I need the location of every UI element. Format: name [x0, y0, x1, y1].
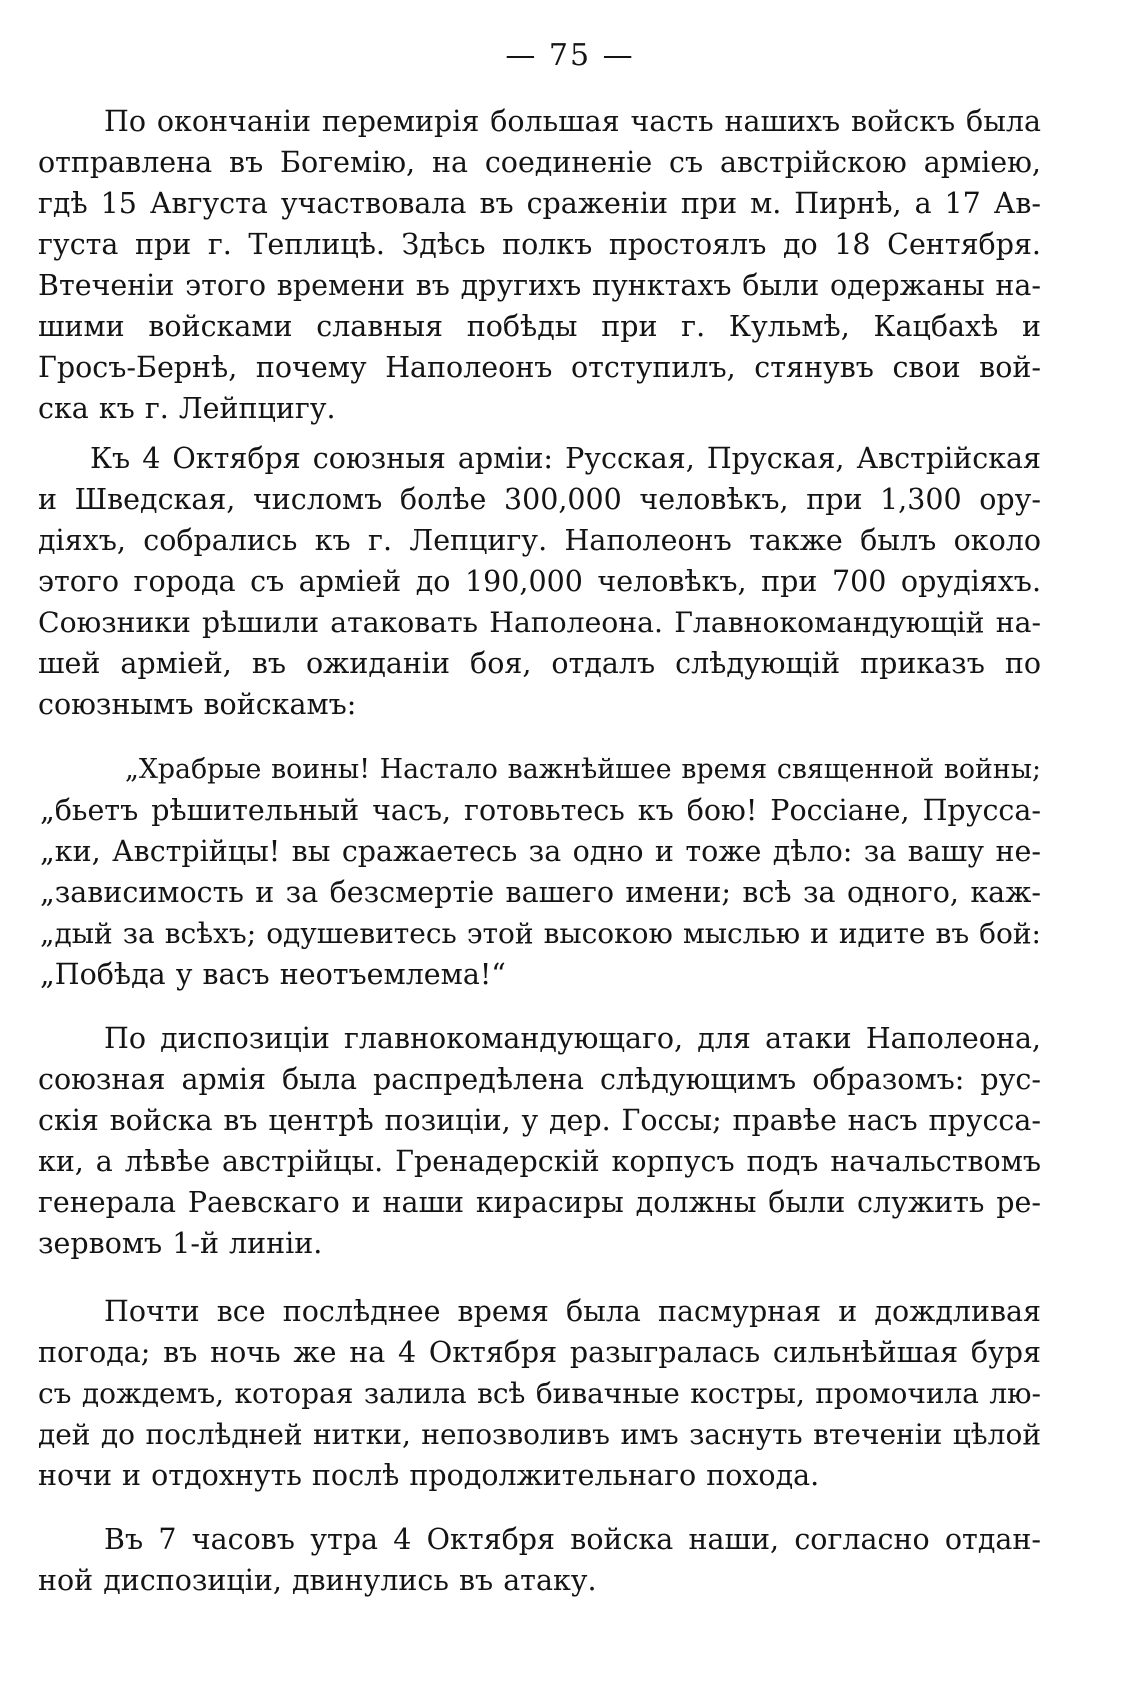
- text-line: союзнымъ войскамъ:: [38, 688, 357, 721]
- text-line: ной диспозиціи, двинулись въ атаку.: [38, 1564, 597, 1597]
- text-line: и Шведская, числомъ болѣе 300,000 человѣкъ, при 1,300 ору-: [38, 483, 1041, 516]
- text-line: Гросъ-Бернѣ, почему Наполеонъ отступилъ, стянувъ свои вой-: [38, 351, 1041, 384]
- text-line: Союзники рѣшили атаковать Наполеона. Главнокомандующій на-: [38, 606, 1041, 639]
- text-line: „бьетъ рѣшительный часъ, готовьтесь къ бою! Россіане, Прусса-: [40, 794, 1041, 827]
- text-line: По диспозиціи главнокомандующаго, для атаки Наполеона,: [104, 1022, 1041, 1055]
- text-line: шими войсками славныя побѣды при г. Кульмѣ, Кацбахѣ и: [38, 310, 1041, 343]
- text-line: ночи и отдохнуть послѣ продолжительнаго похода.: [38, 1459, 820, 1492]
- text-line: Къ 4 Октября союзныя арміи: Русская, Пруская, Австрійская: [90, 442, 1041, 475]
- text-line: гдѣ 15 Августа участвовала въ сраженіи при м. Пирнѣ, а 17 Ав-: [38, 187, 1041, 220]
- text-line: Почти все послѣднее время была пасмурная и дождливая: [104, 1295, 1041, 1328]
- text-line: съ дождемъ, которая залила всѣ бивачные костры, промочила лю-: [38, 1377, 1041, 1410]
- page-number: — 75 —: [505, 38, 635, 73]
- text-line: погода; въ ночь же на 4 Октября разыгралась сильнѣйшая буря: [38, 1336, 1041, 1369]
- text-line: густа при г. Теплицѣ. Здѣсь полкъ простоялъ до 18 Сентября.: [38, 228, 1041, 261]
- text-line: „дый за всѣхъ; одушевитесь этой высокою мыслью и идите въ бой:: [40, 917, 1041, 950]
- text-line: Въ 7 часовъ утра 4 Октября войска наши, согласно отдан-: [104, 1523, 1041, 1556]
- text-line: „зависимость и за безсмертіе вашего имени; всѣ за одного, каж-: [40, 876, 1041, 909]
- text-line: „Побѣда у васъ неотъемлема!“: [40, 958, 506, 991]
- text-line: Втеченіи этого времени въ другихъ пунктахъ были одержаны на-: [38, 269, 1041, 302]
- text-line: діяхъ, собрались къ г. Лепцигу. Наполеонъ также былъ около: [38, 524, 1041, 557]
- text-line: „ки, Австрійцы! вы сражаетесь за одно и тоже дѣло: за вашу не-: [40, 835, 1041, 868]
- text-line: союзная армія была распредѣлена слѣдующимъ образомъ: рус-: [38, 1063, 1041, 1096]
- text-line: отправлена въ Богемію, на соединеніе съ австрійскою арміею,: [38, 146, 1041, 179]
- text-line: По окончаніи перемирія большая часть нашихъ войскъ была: [104, 105, 1041, 138]
- text-line: скія войска въ центрѣ позиціи, у дер. Госсы; правѣе насъ прусса-: [38, 1104, 1041, 1137]
- text-line: этого города съ арміей до 190,000 человѣкъ, при 700 орудіяхъ.: [38, 565, 1041, 598]
- text-line: шей арміей, въ ожиданіи боя, отдалъ слѣдующій приказъ по: [38, 647, 1041, 680]
- text-line: генерала Раевскаго и наши кирасиры должны были служить ре-: [38, 1186, 1041, 1219]
- text-line: ска къ г. Лейпцигу.: [38, 392, 336, 425]
- text-line: дей до послѣдней нитки, непозволивъ имъ заснуть втеченіи цѣлой: [38, 1418, 1041, 1451]
- text-line: ки, а лѣвѣе австрійцы. Гренадерскій корпусъ подъ начальствомъ: [38, 1145, 1041, 1178]
- text-line: „Храбрые воины! Настало важнѣйшее время священной войны;: [125, 754, 1041, 785]
- text-line: зервомъ 1-й линіи.: [38, 1227, 323, 1260]
